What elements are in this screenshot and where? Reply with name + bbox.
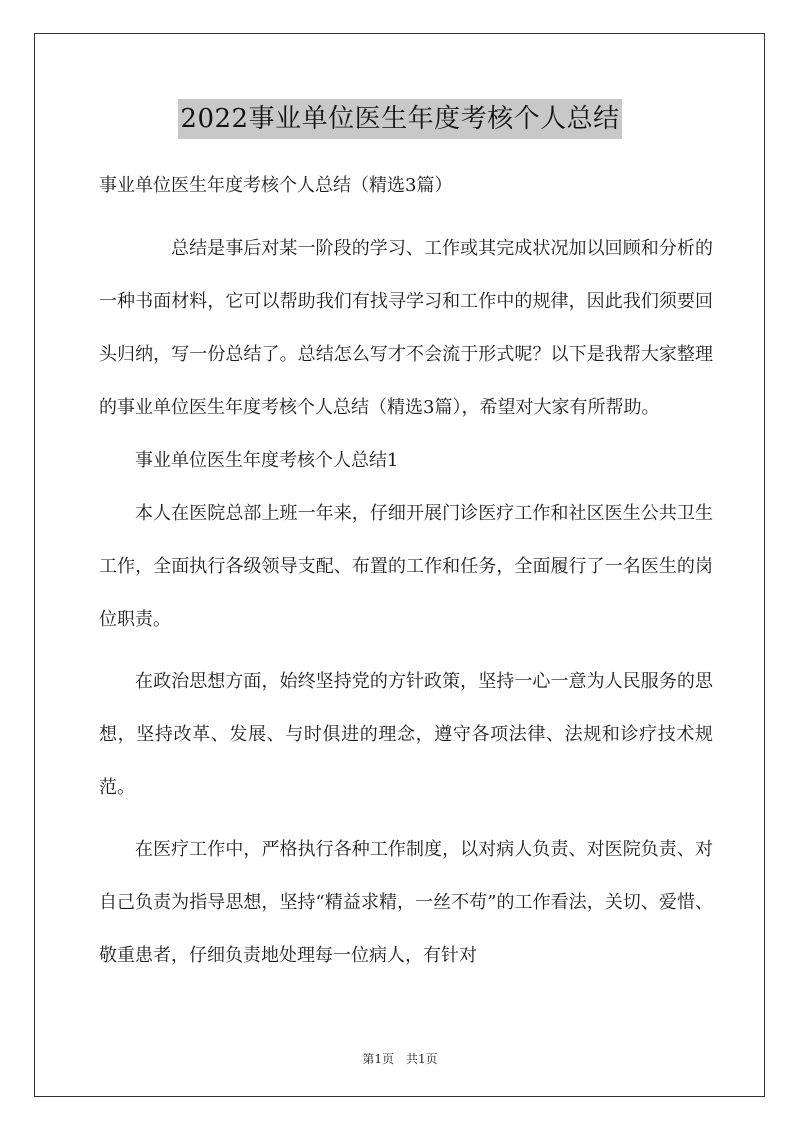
document-title: 2022事业单位医生年度考核个人总结 [178, 99, 621, 139]
section-heading: 事业单位医生年度考核个人总结1 [135, 450, 399, 471]
document-body [99, 168, 713, 982]
page-footer: 第1页 共1页 [362, 1052, 438, 1066]
title-container [0, 99, 800, 139]
body-paragraph: 在医疗工作中，严格执行各种工作制度，以对病人负责、对医院负责、对自己负责为指导思想，坚持“精益求精，一丝不苟”的工作看法，关切、爱惜、敬重患者，仔细负责地处理每一位病人，有针对 [99, 839, 713, 966]
body-paragraph: 本人在医院总部上班一年来，仔细开展门诊医疗工作和社区医生公共卫生工作，全面执行各级领导支配、布置的工作和任务，全面履行了一名医生的岗位职责。 [99, 503, 713, 630]
body-paragraph: 在政治思想方面，始终坚持党的方针政策，坚持一心一意为人民服务的思想，坚持改革、发展、与时俱进的理念，遵守各项法律、法规和诊疗技术规范。 [99, 671, 713, 798]
intro-paragraph: 总结是事后对某一阶段的学习、工作或其完成状况加以回顾和分析的一种书面材料，它可以帮助我们有找寻学习和工作中的规律，因此我们须要回头归纳，写一份总结了。总结怎么写才不会流于形式呢？以下是我帮大家整理的事业单位医生年度考核个人总结（精选3篇），希望对大家有所帮助。 [99, 238, 713, 418]
document-subtitle: 事业单位医生年度考核个人总结（精选3篇） [99, 175, 453, 196]
